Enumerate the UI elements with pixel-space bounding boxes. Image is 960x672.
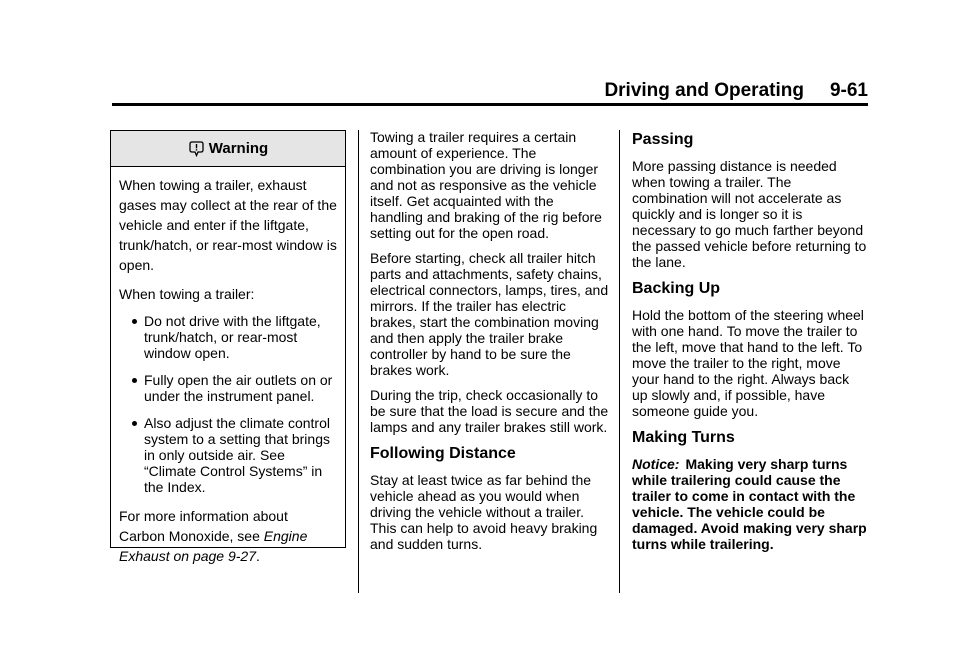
paragraph: More passing distance is needed when towing a trailer. The combination will not accelerate as quickly and is longer so it is necessary to go much farther beyond the passed vehicle before returning to the lane.: [632, 158, 867, 270]
warning-closing-end: .: [256, 548, 260, 564]
middle-column: [370, 129, 610, 561]
engine-exhaust-reference[interactable]: Engine Exhaust on page 9-27: [119, 528, 308, 564]
notice-label: Notice:: [632, 456, 680, 472]
passing-heading: Passing: [632, 131, 694, 148]
warning-intro: When towing a trailer, exhaust gases may collect at the rear of the vehicle and enter if the liftgate, trunk/hatch, or rear-most window is open.: [119, 177, 337, 273]
warning-bullet: Also adjust the climate control system to a setting that brings in only outside air. See “Climate Control Systems” in the Index.: [131, 415, 337, 495]
paragraph: Towing a trailer requires a certain amount of experience. The combination you are driving is longer and not as responsive as the vehicle itself. Get acquainted with the handling and braking of the rig before setting out for the open road.: [370, 129, 602, 241]
paragraph: Stay at least twice as far behind the vehicle ahead as you would when driving the vehicle without a trailer. This can help to avoid heavy braking and sudden turns.: [370, 472, 598, 552]
warning-box: [110, 130, 346, 564]
warning-closing-text: For more information about Carbon Monoxide, see: [119, 508, 288, 544]
page-number: 9-61: [829, 80, 868, 101]
warning-bullet: Fully open the air outlets on or under the instrument panel.: [131, 372, 337, 404]
notice: [632, 456, 868, 552]
making-turns-heading: Making Turns: [632, 429, 735, 446]
notice-text: Making very sharp turns while trailering could cause the trailer to come in contact with the vehicle. The vehicle could be damaged. Avoid making very sharp turns while trailering.: [632, 456, 867, 552]
warning-closing: [119, 506, 337, 566]
warning-title: Warning: [208, 140, 269, 157]
warning-list-heading: When towing a trailer:: [119, 286, 255, 302]
warning-header: [111, 131, 345, 167]
warning-bullet-list: [119, 313, 337, 495]
paragraph: Hold the bottom of the steering wheel with one hand. To move the trailer to the left, move that hand to the left. To move the trailer to the right, move your hand to the right. Always back up slowly and, if possible, have someone guide you.: [632, 307, 864, 419]
page-header: [112, 80, 868, 102]
paragraph: During the trip, check occasionally to be sure that the load is secure and the lamps and any trailer brakes still work.: [370, 387, 609, 435]
warning-bullet: Do not drive with the liftgate, trunk/hatch, or rear-most window open.: [131, 313, 337, 361]
right-column: [632, 130, 868, 561]
paragraph: Before starting, check all trailer hitch parts and attachments, safety chains, electrical connectors, lamps, tires, and mirrors. If the trailer has electric brakes, start the combination moving and then apply the trailer brake controller by hand to be sure the brakes work.: [370, 250, 609, 378]
column-divider: [358, 130, 359, 593]
following-distance-heading: Following Distance: [370, 445, 516, 462]
warning-body: [111, 167, 345, 566]
header-rule: [112, 103, 868, 106]
column-divider: [619, 130, 620, 593]
backing-up-heading: Backing Up: [632, 280, 721, 297]
section-title: Driving and Operating: [604, 80, 804, 101]
warning-icon: [188, 140, 205, 157]
